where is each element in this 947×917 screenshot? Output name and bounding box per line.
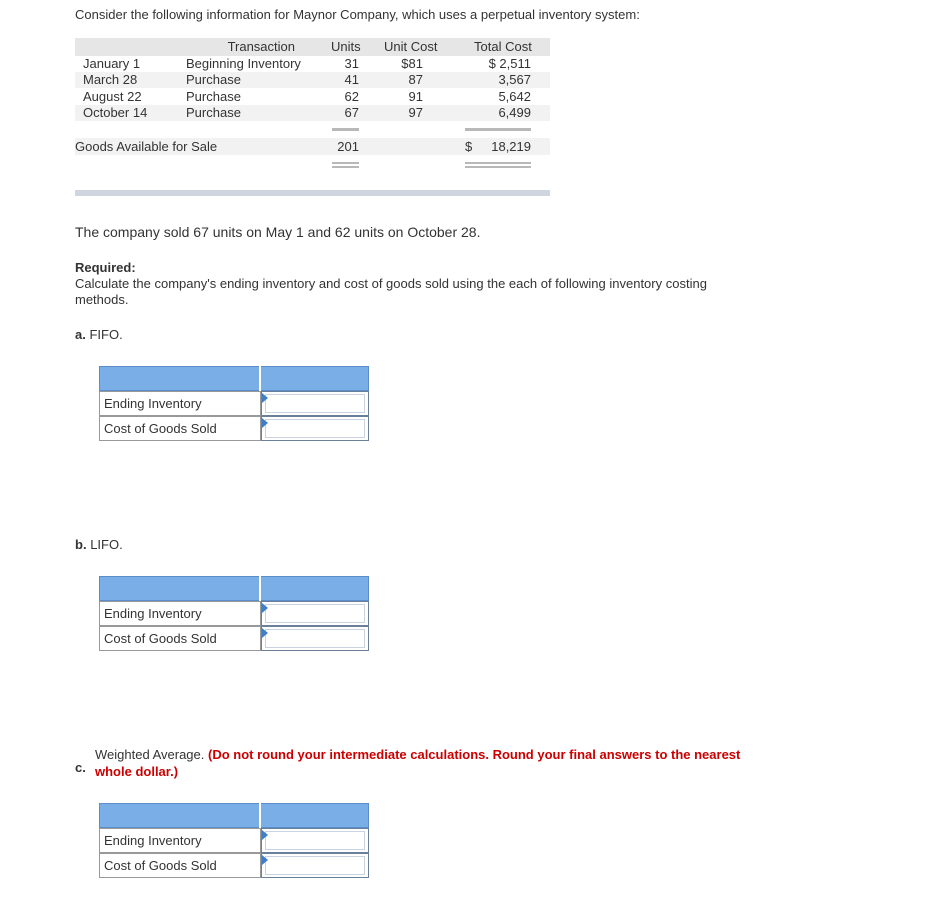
lifo-ending-inventory-cell xyxy=(261,601,369,626)
part-a-label xyxy=(75,327,123,342)
total-subtotal-rule xyxy=(465,128,531,131)
fifo-cogs-cell xyxy=(261,416,369,441)
units-subtotal-rule xyxy=(332,128,359,131)
wa-ending-inventory-label: Ending Inventory xyxy=(99,828,261,853)
row-transaction: Beginning Inventory xyxy=(186,56,301,71)
input-marker-icon xyxy=(262,855,268,865)
row-total-cost: 6,499 xyxy=(498,105,531,120)
row-date: March 28 xyxy=(83,72,138,87)
problem-intro: Consider the following information for Maynor Company, which uses a perpetual inventory system: xyxy=(75,7,640,22)
lifo-cogs-input[interactable] xyxy=(265,629,365,648)
row-units: 67 xyxy=(344,105,359,120)
part-b-label xyxy=(75,537,123,552)
part-a-title: FIFO. xyxy=(89,327,123,342)
row-unit-cost: 97 xyxy=(408,105,423,120)
lifo-cogs-label: Cost of Goods Sold xyxy=(99,626,261,651)
table-row xyxy=(75,105,550,121)
lifo-ending-inventory-label: Ending Inventory xyxy=(99,601,261,626)
input-marker-icon xyxy=(262,393,268,403)
answer-table-header xyxy=(99,366,369,391)
header-divider xyxy=(259,366,261,391)
fifo-ending-inventory-cell xyxy=(261,391,369,416)
part-c-letter: c. xyxy=(75,760,86,775)
units-sold-text: The company sold 67 units on May 1 and 62 units on October 28. xyxy=(75,224,481,240)
units-double-rule-2 xyxy=(332,166,359,168)
answer-table-header xyxy=(99,803,369,828)
wa-ending-inventory-input[interactable] xyxy=(265,831,365,850)
input-marker-icon xyxy=(262,830,268,840)
row-date: October 14 xyxy=(83,105,148,120)
lifo-answer-table xyxy=(99,576,369,652)
header-divider xyxy=(259,576,261,601)
lifo-ending-inventory-input[interactable] xyxy=(265,604,365,623)
header-total-cost: Total Cost xyxy=(474,39,532,54)
row-units: 41 xyxy=(344,72,359,87)
lifo-cogs-cell xyxy=(261,626,369,651)
goods-available-label: Goods Available for Sale xyxy=(75,139,218,154)
fifo-ending-inventory-label: Ending Inventory xyxy=(99,391,261,416)
row-transaction: Purchase xyxy=(186,105,241,120)
row-transaction: Purchase xyxy=(186,72,241,87)
row-date: August 22 xyxy=(83,89,142,104)
table-row xyxy=(75,72,550,88)
goods-available-units: 201 xyxy=(337,139,359,154)
fifo-ending-inventory-input[interactable] xyxy=(265,394,365,413)
input-marker-icon xyxy=(262,628,268,638)
row-unit-cost: $81 xyxy=(401,56,423,71)
units-double-rule-1 xyxy=(332,162,359,164)
weighted-average-answer-table xyxy=(99,803,369,879)
part-b-letter: b. xyxy=(75,537,87,552)
header-unit-cost: Unit Cost xyxy=(384,39,438,54)
part-c-rounding-note: (Do not round your intermediate calculations. Round your final answers to the nearest whole dollar.) xyxy=(95,747,741,779)
table-row xyxy=(75,56,550,72)
part-c-instructions xyxy=(95,746,775,780)
header-units: Units xyxy=(331,39,361,54)
header-transaction: Transaction xyxy=(227,39,295,54)
fifo-cogs-input[interactable] xyxy=(265,419,365,438)
part-a-letter: a. xyxy=(75,327,86,342)
required-text: Calculate the company's ending inventory and cost of goods sold using the each of following inventory costing methods. xyxy=(75,276,707,307)
row-total-cost: 3,567 xyxy=(498,72,531,87)
section-divider xyxy=(75,190,550,196)
fifo-answer-table xyxy=(99,366,369,442)
total-double-rule-1 xyxy=(465,162,531,164)
row-transaction: Purchase xyxy=(186,89,241,104)
row-unit-cost: 87 xyxy=(408,72,423,87)
required-title: Required: xyxy=(75,260,136,275)
row-unit-cost: 91 xyxy=(408,89,423,104)
part-b-title: LIFO. xyxy=(90,537,123,552)
row-units: 31 xyxy=(344,56,359,71)
answer-table-header xyxy=(99,576,369,601)
row-total-cost: 5,642 xyxy=(498,89,531,104)
table-row xyxy=(75,89,550,105)
required-block xyxy=(75,260,755,308)
input-marker-icon xyxy=(262,418,268,428)
part-c-title: Weighted Average. xyxy=(95,747,205,762)
wa-cogs-label: Cost of Goods Sold xyxy=(99,853,261,878)
row-date: January 1 xyxy=(83,56,141,71)
row-units: 62 xyxy=(344,89,359,104)
wa-ending-inventory-cell xyxy=(261,828,369,853)
goods-available-total: 18,219 xyxy=(491,139,531,154)
total-double-rule-2 xyxy=(465,166,531,168)
goods-available-dollar-sign: $ xyxy=(465,139,473,154)
wa-cogs-input[interactable] xyxy=(265,856,365,875)
row-total-cost: $ 2,511 xyxy=(488,56,531,71)
fifo-cogs-label: Cost of Goods Sold xyxy=(99,416,261,441)
input-marker-icon xyxy=(262,603,268,613)
goods-available-row xyxy=(75,138,550,155)
header-divider xyxy=(259,803,261,828)
wa-cogs-cell xyxy=(261,853,369,878)
